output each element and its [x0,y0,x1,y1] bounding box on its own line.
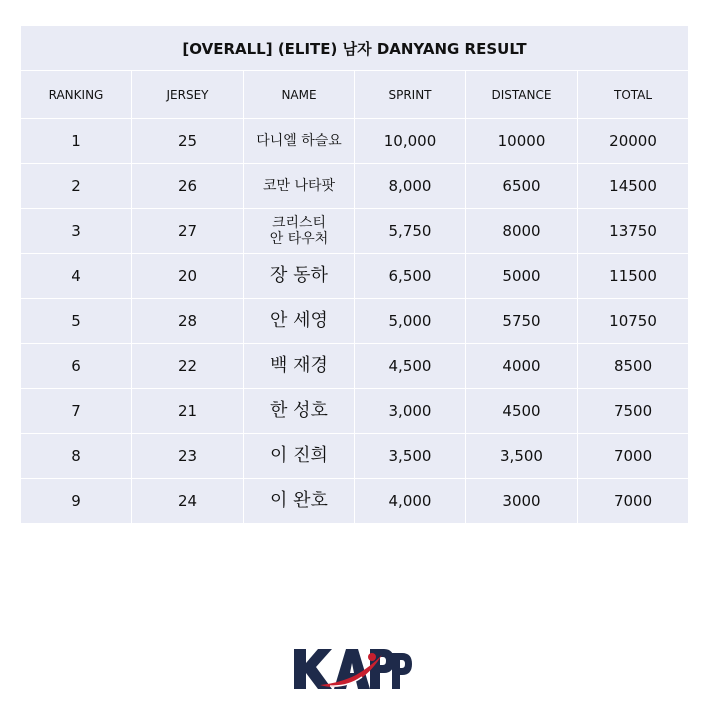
total-cell: 8500 [578,344,689,389]
name-cell: 백 재경 [244,344,355,389]
sprint-cell: 3,000 [355,389,466,434]
name-cell: 이 진희 [244,434,355,479]
total-cell: 7000 [578,479,689,524]
ranking-cell: 1 [21,119,132,164]
name-cell: 한 성호 [244,389,355,434]
table-row [21,344,689,389]
distance-cell: 4000 [466,344,578,389]
distance-cell: 5000 [466,254,578,299]
sprint-cell: 4,500 [355,344,466,389]
distance-cell: 6500 [466,164,578,209]
jersey-cell: 23 [132,434,244,479]
jersey-cell: 22 [132,344,244,389]
jersey-cell: 26 [132,164,244,209]
jersey-cell: 28 [132,299,244,344]
jersey-cell: 21 [132,389,244,434]
sprint-cell: 3,500 [355,434,466,479]
column-header-distance: DISTANCE [466,71,578,119]
column-header-jersey: JERSEY [132,71,244,119]
sprint-cell: 6,500 [355,254,466,299]
sprint-cell: 10,000 [355,119,466,164]
ranking-cell: 5 [21,299,132,344]
name-cell: 이 완호 [244,479,355,524]
logo-letter-k [294,649,332,689]
sprint-cell: 4,000 [355,479,466,524]
ranking-cell: 8 [21,434,132,479]
name-cell: 크리스티안 타우처 [244,209,355,254]
name-cell: 코만 나타팟 [244,164,355,209]
table-row [21,119,689,164]
kapp-logo-icon [290,645,416,693]
total-cell: 11500 [578,254,689,299]
title-row [21,26,689,71]
table-row [21,164,689,209]
header-row [21,71,689,119]
ranking-cell: 4 [21,254,132,299]
results-table [20,25,689,524]
table-row [21,479,689,524]
ranking-cell: 6 [21,344,132,389]
logo-letter-p2 [392,653,412,689]
distance-cell: 3,500 [466,434,578,479]
column-header-total: TOTAL [578,71,689,119]
distance-cell: 4500 [466,389,578,434]
table-row [21,254,689,299]
column-header-ranking: RANKING [21,71,132,119]
name-cell: 안 세영 [244,299,355,344]
total-cell: 10750 [578,299,689,344]
jersey-cell: 25 [132,119,244,164]
name-cell: 장 동하 [244,254,355,299]
table-row [21,299,689,344]
total-cell: 13750 [578,209,689,254]
logo-head [368,653,376,661]
ranking-cell: 9 [21,479,132,524]
table-row [21,389,689,434]
distance-cell: 8000 [466,209,578,254]
ranking-cell: 7 [21,389,132,434]
table-row [21,434,689,479]
column-header-sprint: SPRINT [355,71,466,119]
table-row [21,209,689,254]
ranking-cell: 3 [21,209,132,254]
jersey-cell: 27 [132,209,244,254]
name-cell: 다니엘 하슬요 [244,119,355,164]
total-cell: 7500 [578,389,689,434]
jersey-cell: 20 [132,254,244,299]
distance-cell: 3000 [466,479,578,524]
sprint-cell: 8,000 [355,164,466,209]
jersey-cell: 24 [132,479,244,524]
table-title: [OVERALL] (ELITE) 남자 DANYANG RESULT [21,26,689,71]
total-cell: 7000 [578,434,689,479]
total-cell: 20000 [578,119,689,164]
column-header-name: NAME [244,71,355,119]
distance-cell: 10000 [466,119,578,164]
distance-cell: 5750 [466,299,578,344]
ranking-cell: 2 [21,164,132,209]
sprint-cell: 5,000 [355,299,466,344]
total-cell: 14500 [578,164,689,209]
sprint-cell: 5,750 [355,209,466,254]
